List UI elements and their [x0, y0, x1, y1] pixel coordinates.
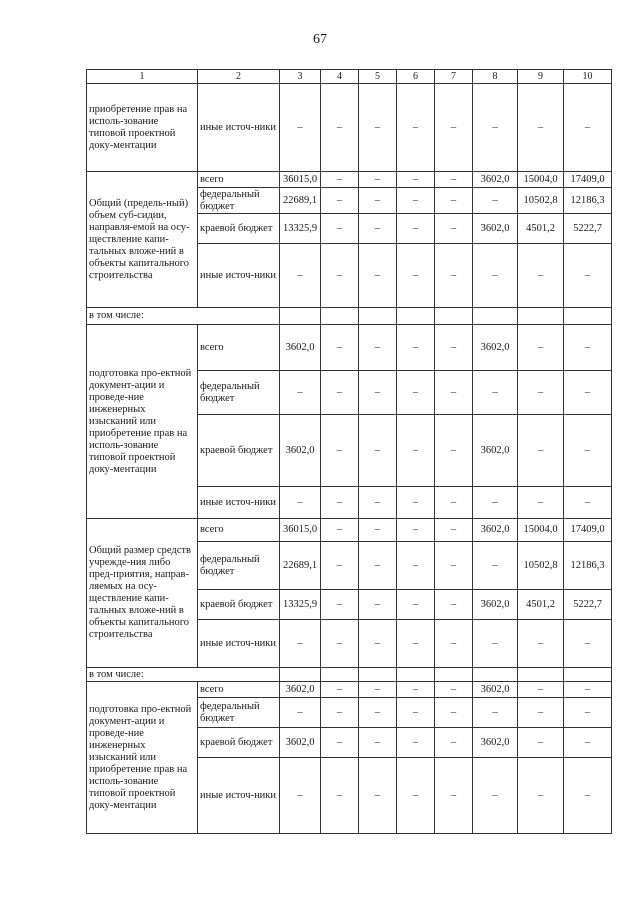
value-cell: 10502,8 [518, 188, 564, 214]
value-cell: – [564, 415, 612, 487]
value-cell: – [518, 487, 564, 519]
funding-source-cell: краевой бюджет [198, 214, 280, 244]
value-cell: – [397, 487, 435, 519]
value-cell: 4501,2 [518, 590, 564, 620]
value-cell: – [473, 487, 518, 519]
value-cell: – [359, 519, 397, 542]
value-cell: – [359, 728, 397, 758]
value-cell: – [397, 188, 435, 214]
value-cell: – [435, 371, 473, 415]
value-cell: 15004,0 [518, 519, 564, 542]
empty-cell [435, 308, 473, 325]
value-cell: – [435, 620, 473, 668]
value-cell: – [435, 214, 473, 244]
value-cell: – [321, 172, 359, 188]
item-description-cell: Общий размер средств учрежде-ния либо пред-приятия, направ-ляемых на осу-ществление капи-тальных вложе-ний в объекты капитального строительства [87, 519, 198, 668]
value-cell: 13325,9 [280, 590, 321, 620]
value-cell: – [359, 758, 397, 834]
value-cell: 3602,0 [473, 519, 518, 542]
value-cell: – [397, 542, 435, 590]
value-cell: – [564, 758, 612, 834]
value-cell: – [564, 371, 612, 415]
subheading-cell: в том числе: [87, 308, 280, 325]
page-number: 67 [313, 32, 327, 47]
empty-cell [397, 308, 435, 325]
value-cell: – [435, 682, 473, 698]
empty-cell [359, 668, 397, 682]
value-cell: – [359, 620, 397, 668]
value-cell: – [435, 487, 473, 519]
value-cell: – [321, 542, 359, 590]
funding-source-cell: всего [198, 172, 280, 188]
value-cell: – [397, 172, 435, 188]
value-cell: – [435, 244, 473, 308]
value-cell: – [518, 84, 564, 172]
table-row [87, 308, 612, 325]
funding-source-cell: иные источ-ники [198, 487, 280, 519]
value-cell: – [435, 415, 473, 487]
value-cell: – [473, 188, 518, 214]
value-cell: – [397, 698, 435, 728]
value-cell: – [435, 698, 473, 728]
value-cell: 15004,0 [518, 172, 564, 188]
value-cell: – [321, 214, 359, 244]
value-cell: – [359, 698, 397, 728]
value-cell: – [435, 758, 473, 834]
value-cell: – [473, 758, 518, 834]
table-row [87, 668, 612, 682]
value-cell: – [321, 415, 359, 487]
value-cell: – [564, 244, 612, 308]
value-cell: – [359, 325, 397, 371]
value-cell: – [397, 214, 435, 244]
value-cell: – [321, 698, 359, 728]
table-row [87, 172, 612, 188]
value-cell: – [397, 84, 435, 172]
value-cell: – [397, 415, 435, 487]
value-cell: 12186,3 [564, 542, 612, 590]
value-cell: – [564, 487, 612, 519]
funding-source-cell: иные источ-ники [198, 758, 280, 834]
value-cell: 3602,0 [473, 415, 518, 487]
value-cell: – [359, 172, 397, 188]
table-header-row [87, 70, 612, 84]
value-cell: – [321, 371, 359, 415]
value-cell: – [435, 188, 473, 214]
funding-source-cell: всего [198, 682, 280, 698]
value-cell: – [280, 84, 321, 172]
value-cell: – [321, 519, 359, 542]
item-description-cell: подготовка про-ектной документ-ации и проведе-ние инженерных изысканий или приобретение прав на исполь-зование типовой проектной доку-ментации [87, 325, 198, 519]
value-cell: – [321, 758, 359, 834]
value-cell: – [435, 84, 473, 172]
value-cell: – [564, 620, 612, 668]
value-cell: – [518, 758, 564, 834]
column-number-cell: 2 [198, 70, 280, 84]
value-cell: – [473, 244, 518, 308]
table-row [87, 84, 612, 172]
funding-source-cell: федеральный бюджет [198, 698, 280, 728]
value-cell: – [397, 590, 435, 620]
value-cell: – [397, 758, 435, 834]
value-cell: 10502,8 [518, 542, 564, 590]
column-number-cell: 8 [473, 70, 518, 84]
funding-source-cell: федеральный бюджет [198, 188, 280, 214]
funding-source-cell: всего [198, 519, 280, 542]
value-cell: – [359, 188, 397, 214]
value-cell: 36015,0 [280, 519, 321, 542]
column-number-cell: 7 [435, 70, 473, 84]
value-cell: – [518, 325, 564, 371]
value-cell: – [280, 620, 321, 668]
column-number-cell: 4 [321, 70, 359, 84]
value-cell: 3602,0 [280, 682, 321, 698]
empty-cell [280, 668, 321, 682]
value-cell: – [321, 728, 359, 758]
value-cell: 3602,0 [473, 214, 518, 244]
value-cell: 3602,0 [473, 728, 518, 758]
empty-cell [473, 668, 518, 682]
value-cell: – [564, 325, 612, 371]
value-cell: – [359, 542, 397, 590]
value-cell: – [359, 487, 397, 519]
column-number-cell: 9 [518, 70, 564, 84]
column-number-cell: 3 [280, 70, 321, 84]
value-cell: – [435, 519, 473, 542]
empty-cell [564, 668, 612, 682]
budget-table [86, 69, 612, 834]
value-cell: 3602,0 [473, 682, 518, 698]
value-cell: – [359, 84, 397, 172]
value-cell: – [397, 519, 435, 542]
table-row [87, 519, 612, 542]
value-cell: – [435, 728, 473, 758]
value-cell: – [280, 698, 321, 728]
value-cell: 13325,9 [280, 214, 321, 244]
value-cell: – [435, 590, 473, 620]
value-cell: – [397, 325, 435, 371]
value-cell: 3602,0 [280, 415, 321, 487]
funding-source-cell: федеральный бюджет [198, 542, 280, 590]
value-cell: – [397, 244, 435, 308]
value-cell: – [518, 698, 564, 728]
empty-cell [435, 668, 473, 682]
value-cell: – [564, 682, 612, 698]
value-cell: – [280, 371, 321, 415]
empty-cell [473, 308, 518, 325]
value-cell: – [397, 620, 435, 668]
empty-cell [321, 668, 359, 682]
table-row [87, 325, 612, 371]
value-cell: 4501,2 [518, 214, 564, 244]
column-number-cell: 5 [359, 70, 397, 84]
funding-source-cell: краевой бюджет [198, 415, 280, 487]
value-cell: – [397, 728, 435, 758]
value-cell: – [321, 590, 359, 620]
value-cell: – [321, 244, 359, 308]
value-cell: 3602,0 [280, 728, 321, 758]
value-cell: – [518, 244, 564, 308]
value-cell: – [518, 371, 564, 415]
value-cell: – [321, 620, 359, 668]
value-cell: 12186,3 [564, 188, 612, 214]
value-cell: – [397, 682, 435, 698]
value-cell: 22689,1 [280, 542, 321, 590]
value-cell: – [518, 682, 564, 698]
value-cell: – [564, 698, 612, 728]
value-cell: – [564, 728, 612, 758]
item-description-cell: подготовка про-ектной документ-ации и проведе-ние инженерных изысканий или приобретение прав на исполь-зование типовой проектной доку-ментации [87, 682, 198, 834]
value-cell: 3602,0 [473, 590, 518, 620]
value-cell: – [473, 371, 518, 415]
value-cell: – [473, 620, 518, 668]
table-row [87, 682, 612, 698]
value-cell: 5222,7 [564, 214, 612, 244]
value-cell: – [518, 415, 564, 487]
empty-cell [518, 308, 564, 325]
item-description-cell: Общий (предель-ный) объем суб-сидии, направля-емой на осу-ществление капи-тальных вложе-ний в объекты капитального строительства [87, 172, 198, 308]
empty-cell [397, 668, 435, 682]
value-cell: – [321, 325, 359, 371]
column-number-cell: 6 [397, 70, 435, 84]
value-cell: – [321, 188, 359, 214]
funding-source-cell: иные источ-ники [198, 84, 280, 172]
value-cell: – [397, 371, 435, 415]
value-cell: – [435, 325, 473, 371]
column-number-cell: 1 [87, 70, 198, 84]
value-cell: 5222,7 [564, 590, 612, 620]
value-cell: 3602,0 [473, 325, 518, 371]
value-cell: – [473, 698, 518, 728]
value-cell: – [359, 244, 397, 308]
value-cell: – [359, 682, 397, 698]
empty-cell [280, 308, 321, 325]
value-cell: 36015,0 [280, 172, 321, 188]
value-cell: – [473, 84, 518, 172]
column-number-cell: 10 [564, 70, 612, 84]
value-cell: – [473, 542, 518, 590]
value-cell: – [435, 542, 473, 590]
value-cell: – [435, 172, 473, 188]
value-cell: 3602,0 [280, 325, 321, 371]
value-cell: – [280, 244, 321, 308]
value-cell: 3602,0 [473, 172, 518, 188]
funding-source-cell: иные источ-ники [198, 620, 280, 668]
value-cell: – [564, 84, 612, 172]
funding-source-cell: краевой бюджет [198, 728, 280, 758]
value-cell: 22689,1 [280, 188, 321, 214]
value-cell: – [518, 728, 564, 758]
value-cell: – [280, 758, 321, 834]
value-cell: – [321, 487, 359, 519]
value-cell: – [359, 371, 397, 415]
value-cell: – [321, 682, 359, 698]
empty-cell [564, 308, 612, 325]
value-cell: – [359, 415, 397, 487]
value-cell: – [359, 590, 397, 620]
empty-cell [518, 668, 564, 682]
value-cell: – [518, 620, 564, 668]
funding-source-cell: всего [198, 325, 280, 371]
empty-cell [321, 308, 359, 325]
value-cell: 17409,0 [564, 172, 612, 188]
funding-source-cell: федеральный бюджет [198, 371, 280, 415]
value-cell: – [280, 487, 321, 519]
value-cell: – [321, 84, 359, 172]
item-description-cell: приобретение прав на исполь-зование типовой проектной доку-ментации [87, 84, 198, 172]
value-cell: 17409,0 [564, 519, 612, 542]
funding-source-cell: иные источ-ники [198, 244, 280, 308]
empty-cell [359, 308, 397, 325]
subheading-cell: в том числе: [87, 668, 280, 682]
funding-source-cell: краевой бюджет [198, 590, 280, 620]
value-cell: – [359, 214, 397, 244]
